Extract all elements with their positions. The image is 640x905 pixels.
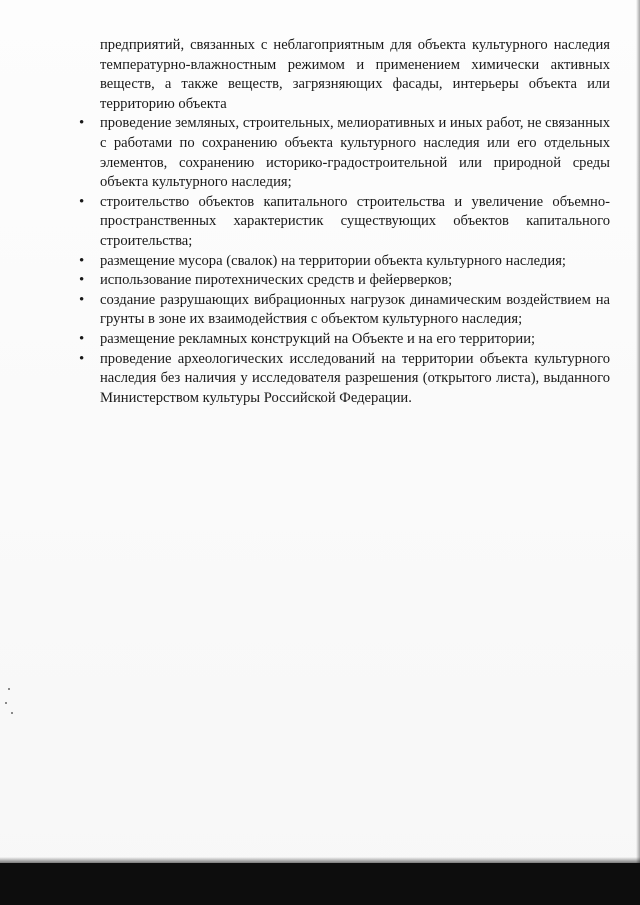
- list-item-text: создание разрушающих вибрационных нагрузок динамическим воздействием на грунты в зоне их взаимодействия с объектом культурного наследия;: [100, 291, 610, 328]
- bullet-icon: •: [79, 193, 85, 210]
- list-item: [78, 271, 610, 291]
- bullet-icon: •: [79, 252, 85, 269]
- list-item: [78, 330, 610, 350]
- list-item-text: проведение земляных, строительных, мелиоративных и иных работ, не связанных с работами по сохранению объекта культурного наследия или его отдельных элементов, сохранению историко-градостроительной или природной среды объекта культурного наследия;: [100, 115, 610, 191]
- scan-speck: [8, 688, 10, 690]
- restrictions-list: [78, 114, 610, 408]
- bullet-icon: •: [79, 115, 85, 132]
- bullet-icon: •: [79, 272, 85, 289]
- lead-paragraph: предприятий, связанных с неблагоприятным для объекта культурного наследия температурно-влажностным режимом и применением химически активных веществ, а также веществ, загрязняющих фасады, интерьеры объекта или территорию объекта: [100, 37, 610, 112]
- list-item-text: размещение мусора (свалок) на территории объекта культурного наследия;: [100, 252, 566, 269]
- list-item: [78, 193, 610, 252]
- list-item-text: строительство объектов капитального строительства и увеличение объемно-пространственных характеристик существующих объектов капитального строительства;: [100, 193, 610, 249]
- scan-speck: [5, 702, 7, 704]
- list-item-text: проведение археологических исследований на территории объекта культурного наследия без наличия у исследователя разрешения (открытого листа), выданного Министерством культуры Российской Федерации.: [100, 350, 610, 406]
- scan-speck: [11, 712, 13, 714]
- list-item-text: использование пиротехнических средств и фейерверков;: [100, 272, 453, 289]
- list-item: [78, 350, 610, 409]
- bullet-icon: •: [79, 350, 85, 367]
- document-body: [78, 36, 610, 408]
- scan-bottom-border: [0, 863, 640, 905]
- bullet-icon: •: [79, 291, 85, 308]
- scan-edge-shadow: [636, 0, 640, 905]
- list-item: [78, 114, 610, 192]
- list-item: [78, 291, 610, 330]
- list-item-text: размещение рекламных конструкций на Объекте и на его территории;: [100, 330, 536, 347]
- bullet-icon: •: [79, 330, 85, 347]
- list-item: [78, 252, 610, 272]
